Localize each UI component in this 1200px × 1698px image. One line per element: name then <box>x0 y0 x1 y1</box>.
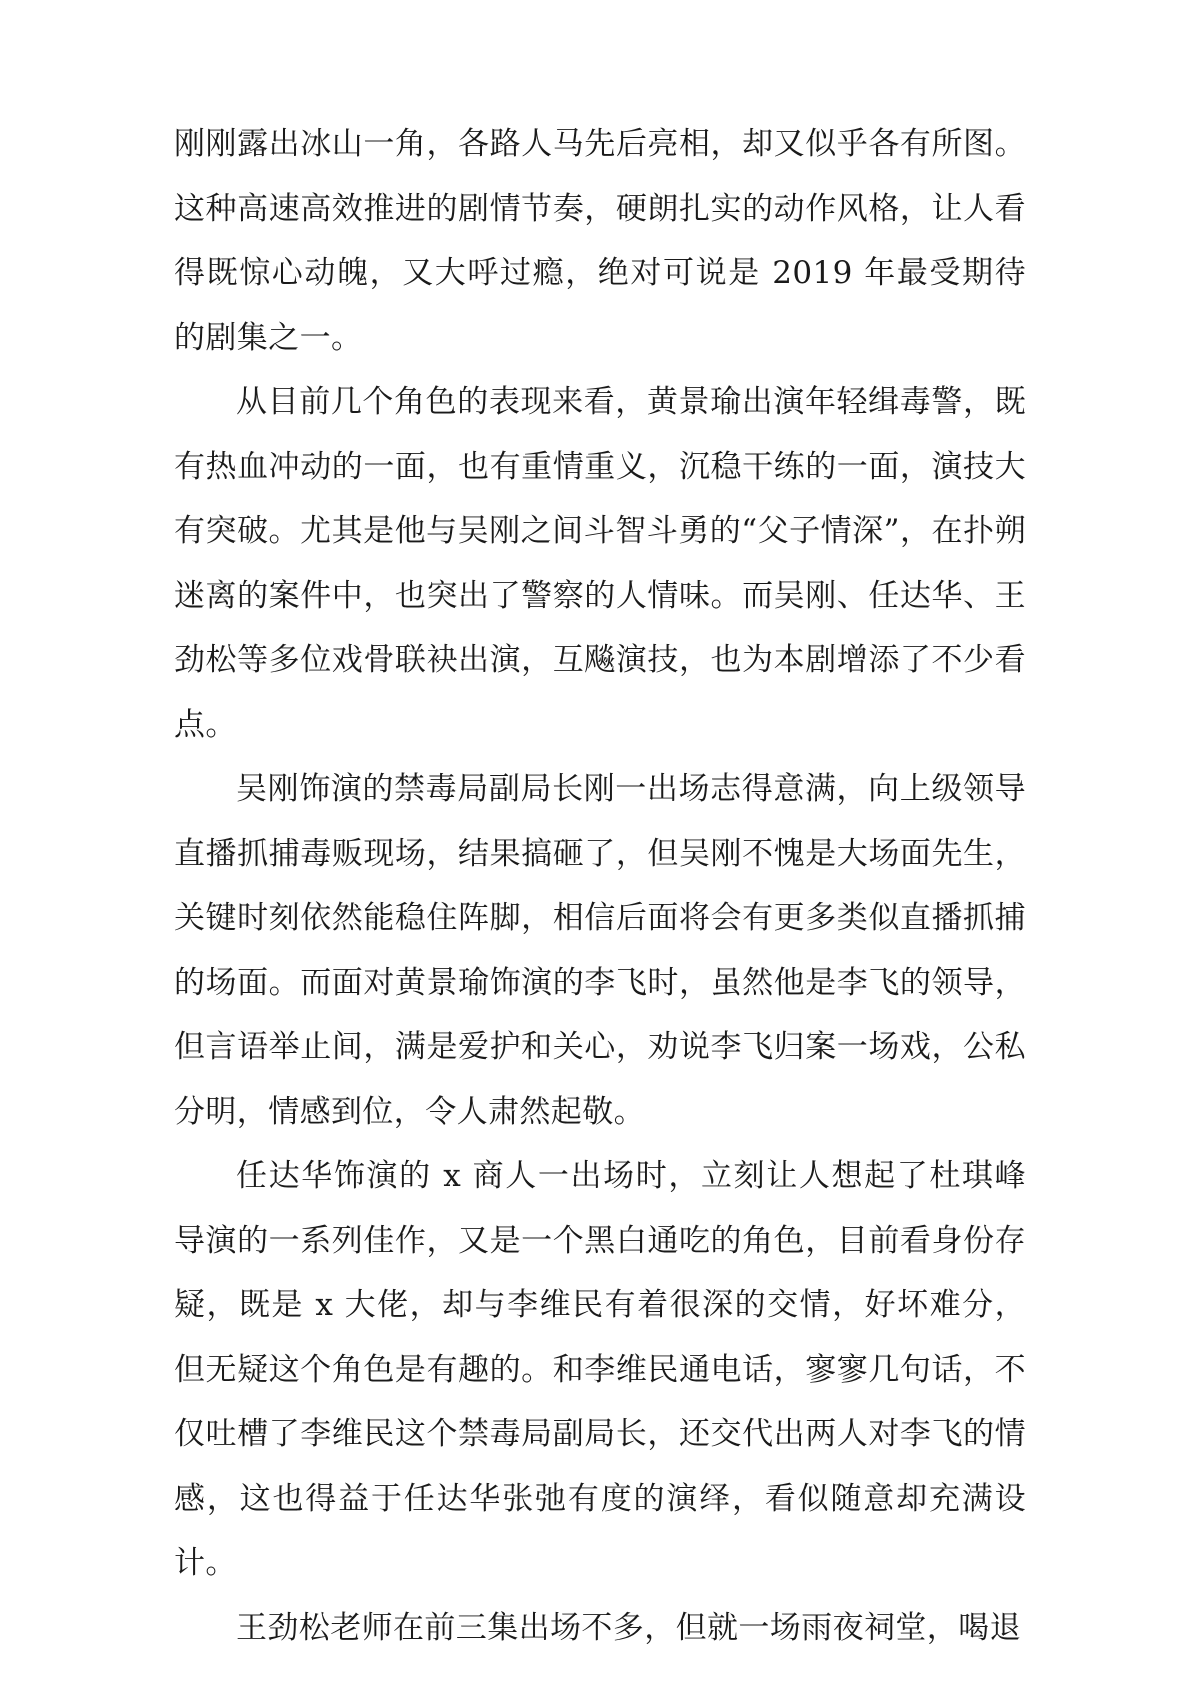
paragraph-1: 刚刚露出冰山一角，各路人马先后亮相，却又似乎各有所图。这种高速高效推进的剧情节奏，硬朗扎实的动作风格，让人看得既惊心动魄，又大呼过瘾，绝对可说是 2019 年最受期待的剧集之一。 <box>174 126 1026 356</box>
paragraph-4: 任达华饰演的 x 商人一出场时，立刻让人想起了杜琪峰导演的一系列佳作，又是一个黑白通吃的角色，目前看身份存疑，既是 x 大佬，却与李维民有着很深的交情，好坏难分，但无疑这个角色是有趣的。和李维民通电话，寥寥几句话，不仅吐槽了李维民这个禁毒局副局长，还交代出两人对李飞的情感，这也得益于任达华张弛有度的演绎，看似随意却充满设计。 <box>174 1158 1026 1581</box>
paragraph-3: 吴刚饰演的禁毒局副局长刚一出场志得意满，向上级领导直播抓捕毒贩现场，结果搞砸了，但吴刚不愧是大场面先生，关键时刻依然能稳住阵脚，相信后面将会有更多类似直播抓捕的场面。而面对黄景瑜饰演的李飞时，虽然他是李飞的领导，但言语举止间，满是爱护和关心，劝说李飞归案一场戏，公私分明，情感到位，令人肃然起敬。 <box>174 771 1026 1130</box>
paragraph-2: 从目前几个角色的表现来看，黄景瑜出演年轻缉毒警，既有热血冲动的一面，也有重情重义，沉稳干练的一面，演技大有突破。尤其是他与吴刚之间斗智斗勇的“父子情深”，在扑朔迷离的案件中，也突出了警察的人情味。而吴刚、任达华、王劲松等多位戏骨联袂出演，互飚演技，也为本剧增添了不少看点。 <box>174 384 1026 743</box>
paragraph-5: 王劲松老师在前三集出场不多，但就一场雨夜祠堂，喝退 <box>236 1609 1021 1646</box>
article-body <box>174 112 1026 1660</box>
